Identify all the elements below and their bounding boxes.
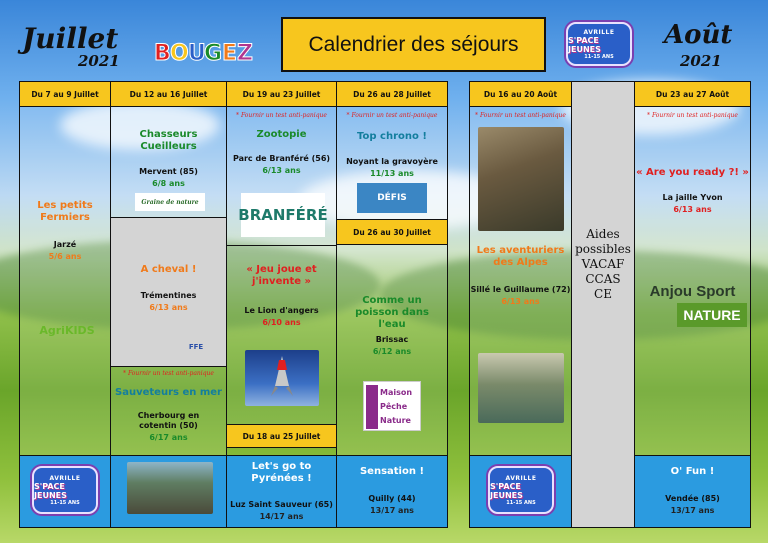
blue-cell xyxy=(469,455,572,528)
maison-peche-nature-logo xyxy=(363,381,421,431)
group-photo xyxy=(127,462,213,514)
activity-age: 14/17 ans xyxy=(259,512,304,521)
activity-age: 6/13 ans xyxy=(262,166,301,175)
page-title: Calendrier des séjours xyxy=(281,17,546,72)
climbing-photo xyxy=(478,127,564,231)
defis-logo: DÉFIS xyxy=(357,183,427,213)
logo-text: AVRILLE xyxy=(49,474,81,482)
activity-name: Chasseurs Cueilleurs xyxy=(139,129,198,152)
activity-age: 6/13 ans xyxy=(149,303,188,312)
note: * Fournir un test anti-panique xyxy=(647,112,738,119)
logo-text: 11-15 ANS xyxy=(584,53,614,60)
rocket-photo xyxy=(245,350,319,406)
blue-cell xyxy=(19,455,111,528)
activity-age: 6/12 ans xyxy=(372,347,412,356)
column-header: Du 19 au 23 Juillet xyxy=(226,81,337,107)
activity-name: Comme un poisson dans l'eau xyxy=(355,295,429,330)
espace-jeunes-logo xyxy=(32,466,98,514)
activity-cell xyxy=(336,455,448,528)
activity-place: Le Lion d'angers xyxy=(244,306,319,315)
activity-cell xyxy=(226,455,337,528)
ffe-logo: FFE xyxy=(188,343,204,351)
column-header: Du 18 au 25 Juillet xyxy=(226,424,337,448)
activity-age: 6/8 ans xyxy=(152,179,185,188)
activity-age: 5/6 ans xyxy=(48,252,82,261)
svg-text:E: E xyxy=(222,41,238,66)
activity-place: Quilly (44) xyxy=(368,494,416,503)
column-header: Du 7 au 9 Juillet xyxy=(19,81,111,107)
activity-cell xyxy=(110,366,227,456)
espace-jeunes-logo xyxy=(488,466,554,514)
activity-cell xyxy=(110,217,227,367)
logo-line: Nature xyxy=(380,416,411,425)
anjou-sport-logo: Anjou Sport xyxy=(649,283,736,300)
column-header: Du 23 au 27 Août xyxy=(634,81,751,107)
activity-age: 6/17 ans xyxy=(149,433,188,442)
column-header: Du 26 au 28 Juillet xyxy=(336,81,448,107)
activity-name: Top chrono ! xyxy=(357,131,427,142)
activity-cell xyxy=(226,106,337,246)
month-left: Juillet xyxy=(22,22,119,55)
activity-place: Parc de Branféré (56) xyxy=(232,154,331,163)
activity-cell xyxy=(336,106,448,220)
logo-text: 11-15 ANS xyxy=(50,499,80,506)
activity-name: Sauveteurs en mer xyxy=(115,387,222,398)
activity-age: 6/13 ans xyxy=(673,205,712,214)
activity-place: Mervent (85) xyxy=(139,167,198,176)
rocket-icon xyxy=(245,350,319,406)
espace-jeunes-logo xyxy=(566,22,632,66)
column-header: Du 26 au 30 Juillet xyxy=(336,219,448,245)
activity-name: Let's go to Pyrénées ! xyxy=(251,461,312,484)
logo-text: 11-15 ANS xyxy=(506,499,536,506)
agrikids-logo: AgriKIDS xyxy=(39,323,95,337)
activity-name: A cheval ! xyxy=(140,264,197,275)
activity-place: Jarzé xyxy=(53,240,77,249)
aides-line: VACAF xyxy=(581,257,625,271)
aides-line: CCAS xyxy=(585,272,621,286)
activity-age: 13/17 ans xyxy=(670,506,715,515)
month-right: Août xyxy=(664,20,733,50)
activity-age: 6/10 ans xyxy=(262,318,301,327)
graine-de-nature-logo: Graine de nature xyxy=(135,193,205,211)
year-right: 2021 xyxy=(680,52,722,70)
logo-line: Maison xyxy=(380,388,413,397)
note: * Fournir un test anti-panique xyxy=(346,112,438,119)
activity-cell xyxy=(110,106,227,218)
activity-name: O' Fun ! xyxy=(670,466,715,477)
activity-cell xyxy=(226,245,337,425)
column-header: Du 12 au 16 Juillet xyxy=(110,81,227,107)
activity-age: 11/13 ans xyxy=(370,169,414,178)
activity-place: Vendée (85) xyxy=(665,494,720,503)
activity-cell xyxy=(634,106,751,456)
branfere-logo: BRANFÉRÉ xyxy=(241,193,325,237)
column-header: Du 16 au 20 Août xyxy=(469,81,572,107)
aides-column xyxy=(571,81,635,528)
activity-name: Sensation ! xyxy=(359,466,425,477)
activity-name: « Jeu joue et j'invente » xyxy=(246,264,317,287)
aides-line: Aides xyxy=(586,227,620,241)
activity-cell xyxy=(634,455,751,528)
logo-text: AVRILLE xyxy=(505,474,537,482)
activity-cell xyxy=(469,106,572,456)
activity-cell xyxy=(19,106,111,456)
activity-place: Luz Saint Sauveur (65) xyxy=(230,500,333,509)
activity-place: Noyant la gravoyère xyxy=(346,157,438,166)
activity-place: Trémentines xyxy=(140,291,197,300)
svg-text:B: B xyxy=(154,41,171,66)
svg-text:G: G xyxy=(204,41,223,66)
activity-place: Cherbourg en cotentin (50) xyxy=(137,411,200,430)
bougez-logo xyxy=(152,32,256,68)
svg-text:Z: Z xyxy=(237,41,253,66)
note: * Fournir un test anti-panique xyxy=(475,112,566,119)
logo-bar xyxy=(366,385,378,429)
activity-name: Les aventuriers des Alpes xyxy=(476,245,565,268)
logo-text: AVRILLE xyxy=(583,28,615,36)
logo-line: Pêche xyxy=(380,402,408,411)
activity-place: La jaille Yvon xyxy=(662,193,723,202)
activity-place: Brissac xyxy=(375,335,409,344)
logo-text: S'PACE JEUNES xyxy=(34,481,67,500)
kayak-photo xyxy=(478,353,564,423)
activity-age: 13/17 ans xyxy=(370,506,414,515)
year-left: 2021 xyxy=(78,52,120,70)
logo-text: S'PACE JEUNES xyxy=(568,35,601,54)
activity-name: Zootopie xyxy=(256,129,307,140)
activity-name: Les petits Fermiers xyxy=(37,200,93,223)
blue-cell xyxy=(110,455,227,528)
svg-text:U: U xyxy=(188,41,206,66)
aides-line: CE xyxy=(594,287,612,301)
nature-logo: NATURE xyxy=(677,303,747,327)
activity-name: « Are you ready ?! » xyxy=(636,167,749,178)
activity-place: Sillé le Guillaume (72) xyxy=(470,285,571,294)
aides-line: possibles xyxy=(575,242,631,256)
activity-cell xyxy=(336,244,448,456)
note: * Fournir un test anti-panique xyxy=(123,370,214,377)
activity-age: 6/13 ans xyxy=(501,297,540,306)
logo-text: S'PACE JEUNES xyxy=(490,481,523,500)
note: * Fournir un test anti-panique xyxy=(236,112,327,119)
svg-text:O: O xyxy=(170,41,189,66)
